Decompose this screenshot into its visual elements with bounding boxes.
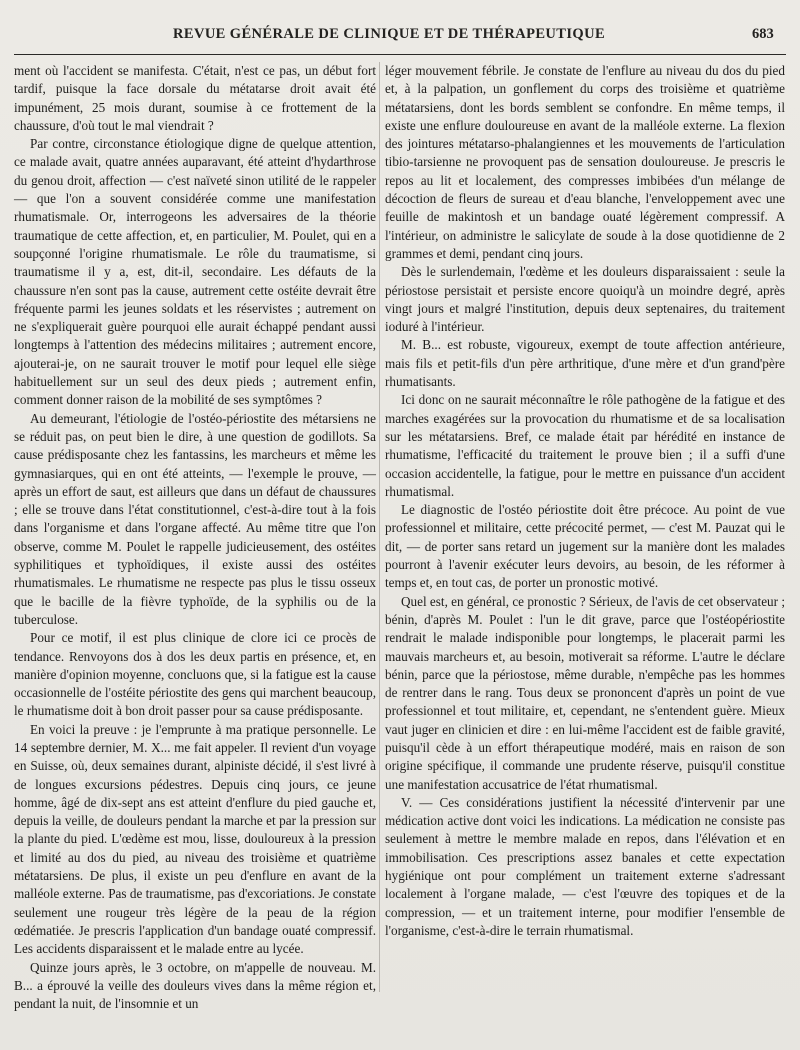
left-column bbox=[14, 62, 376, 1013]
paragraph: Par contre, circonstance étiologique digne de quelque attention, ce malade avait, quatre années auparavant, été atteint d'hydarthrose du genou droit, affection — c'est naïveté sinon utilité de le rappeler — que l'on a souvent considérée comme une manifestation rhumatismale. Or, interrogeons les adversaires de la théorie traumatique de cette affection, et, en particulier, M. Poulet, qui en a soupçonné l'origine rhumatismale. Le rôle du traumatisme, si traumatisme il y a, est, dit-il, secondaire. Les défauts de la chaussure n'en sont pas la cause, autrement cette ostéite devrait être fréquente parmi les jeunes soldats et les réservistes ; autrement on ne s'expliquerait guère pourquoi elle aurait échappé pendant aussi longtemps à l'attention des médecins militaires ; autrement encore, ajouterai-je, on ne saurait trouver le motif pour lequel elle siège habituellement sur un seul des deux pieds ; autrement enfin, comment donner raison de la mobilité de ses symptômes ? bbox=[14, 136, 376, 408]
paragraph: V. — Ces considérations justifient la nécessité d'intervenir par une médication active dont voici les indications. La médication ne consiste pas seulement à mettre le membre malade en repos, dans l'élévation et en immobilisation. Ces prescriptions assez banales et cette expectation hygiénique ont pour complément un traitement externe s'adressant localement à l'organe malade, — c'est l'œuvre des topiques et de la compression, — et un traitement interne, pour modifier l'ensemble de l'organisme, c'est-à-dire le terrain rhumatismal. bbox=[385, 794, 785, 938]
paragraph: Dès le surlendemain, l'œdème et les douleurs disparaissaient : seule la périostose persistait et persiste encore quoiqu'à un moindre degré, après vingt jours et malgré l'institution, depuis deux septenaires, du traitement ioduré à l'intérieur. bbox=[385, 264, 785, 335]
paragraph: ment où l'accident se manifesta. C'était, n'est ce pas, un début fort tardif, puisque la face dorsale du métatarse droit avait été impunément, 25 mois durant, soumise à ce frottement de la chaussure, d'où tout le mal viendrait ? bbox=[14, 63, 376, 133]
header-rule bbox=[14, 54, 786, 55]
paragraph: Quinze jours après, le 3 octobre, on m'appelle de nouveau. M. B... a éprouvé la veille des douleurs vives dans la même région et, pendant la nuit, de l'insomnie et un bbox=[14, 959, 376, 1012]
paragraph: Le diagnostic de l'ostéo périostite doit être précoce. Au point de vue professionnel et militaire, cette précocité permet, — c'est M. Pauzat qui le dit, — de porter sans retard un jugement sur la manière dont les malades pourront à l'avenir exécuter leurs devoirs, au besoin, de les réformer à temps et, en tout cas, de porter un pronostic motivé. bbox=[385, 502, 785, 591]
page-header bbox=[0, 18, 800, 48]
page-number: 683 bbox=[752, 26, 774, 42]
right-column bbox=[385, 62, 785, 940]
paragraph: Quel est, en général, ce pronostic ? Sérieux, de l'avis de cet observateur ; bénin, d'après M. Poulet : l'un le dit grave, parce que l'ostéopériostite rendrait le malade indisponible pour longtemps, le placerait parmi les mauvais marcheurs et, au besoin, motiverait sa réforme. L'autre le déclare bénin, parce que la périostose, même durable, n'empêche pas les hommes de rentrer dans le rang. Tous deux se prononcent d'après un point de vue professionnel et tout militaire, et, cependant, ne s'entendent guère. Mieux vaut juger en clinicien et dire : en lui-même l'accident est de faible gravité, puisqu'il cède à un effort thérapeutique modéré, mais en raison de son origine spécifique, il commande une prudente réserve, puisqu'il constitue une manifestation accusatrice de l'état rhumatismal. bbox=[385, 593, 785, 792]
paragraph: En voici la preuve : je l'emprunte à ma pratique personnelle. Le 14 septembre dernier, M. X... me fait appeler. Il revient d'un voyage en Suisse, où, deux semaines durant, alpiniste décidé, il s'est livré à de longues excursions pédestres. Depuis cinq jours, ce jeune homme, âgé de dix-sept ans est atteint d'enflure du pied gauche et, depuis la veille, de douleurs pendant la marche et par la pression sur la plante du pied. L'œdème est mou, lisse, douloureux à la pression et limité au dos du pied, au niveau des troisième et quatrième métatarsiens. De plus, il existe un peu d'enflure en avant de la malléole externe. Pas de traumatisme, pas d'excoriations. Je constate seulement une rougeur très légère de la peau de la région œdématiée. Je prescris l'application d'un bandage ouaté compressif. Les accidents disparaissent et le malade entre au lycée. bbox=[14, 721, 376, 957]
paragraph: Au demeurant, l'étiologie de l'ostéo-périostite des métarsiens ne se réduit pas, on peut bien le dire, à une question de godillots. Sa cause prédisposante chez les fantassins, les marcheurs et même les gymnasiarques, qui en ont été atteints, — l'exemple le prouve, — après un effort de saut, est ailleurs que dans un défaut de chaussures ; elle se trouve dans l'état constitutionnel, c'est-à-dire tout à la fois dans l'organisme et dans l'organe affecté. Au même titre que l'on observe, comme M. Poulet le rappelle judicieusement, des ostéites syphilitiques et typhoïdiques, il existe aussi des ostéites rhumatismales. Le rhumatisme ne respecte pas plus le tissu osseux que le bacille de la fièvre typhoïde, de la syphilis ou de la tuberculose. bbox=[14, 410, 376, 627]
running-title: REVUE GÉNÉRALE DE CLINIQUE ET DE THÉRAPEUTIQUE bbox=[173, 26, 606, 42]
paragraph: léger mouvement fébrile. Je constate de l'enflure au niveau du dos du pied et, à la palpation, un gonflement du corps des troisième et quatrième métatarsiens, dont les bords semblent se confondre. En même temps, il existe une enflure douloureuse en avant de la malléole externe. La flexion des jointures métatarso-phalangiennes et les mouvements de l'articulation tibio-tarsienne ne provoquent pas de sensation douloureuse. Je prescris le repos au lit et localement, des compresses imbibées d'un mélange de décoction de fleurs de sureau et d'eau blanche, l'enveloppement avec une feuille de makintosh et un bandage ouaté légèrement compressif. A l'intérieur, on administre le salicylate de soude à la dose quotidienne de 2 grammes et demi, pendant cinq jours. bbox=[385, 63, 785, 261]
paragraph: M. B... est robuste, vigoureux, exempt de toute affection antérieure, mais fils et petit-fils d'un père arthritique, d'une mère et d'un grand'père rhumatisants. bbox=[385, 337, 785, 390]
paragraph: Ici donc on ne saurait méconnaître le rôle pathogène de la fatigue et des marches exagérées sur la provocation du rhumatisme et de sa localisation sur les métatarsiens. Bref, ce malade était par hérédité en instance de rhumatisme, l'efficacité du traitement le prouve bien ; il a suffi d'une occasion accidentelle, la fatigue, pour le mettre en puissance d'un accident rhumatismal. bbox=[385, 392, 785, 499]
paragraph: Pour ce motif, il est plus clinique de clore ici ce procès de tendance. Renvoyons dos à dos les deux partis en présence, et, en manière d'opinion moyenne, concluons que, si la fatigue est la cause occasionnelle de l'ostéite périostite des gens qui marchent beaucoup, le rhumatisme doit à bon droit passer pour sa cause prédisposante. bbox=[14, 630, 376, 719]
column-divider bbox=[379, 62, 380, 992]
